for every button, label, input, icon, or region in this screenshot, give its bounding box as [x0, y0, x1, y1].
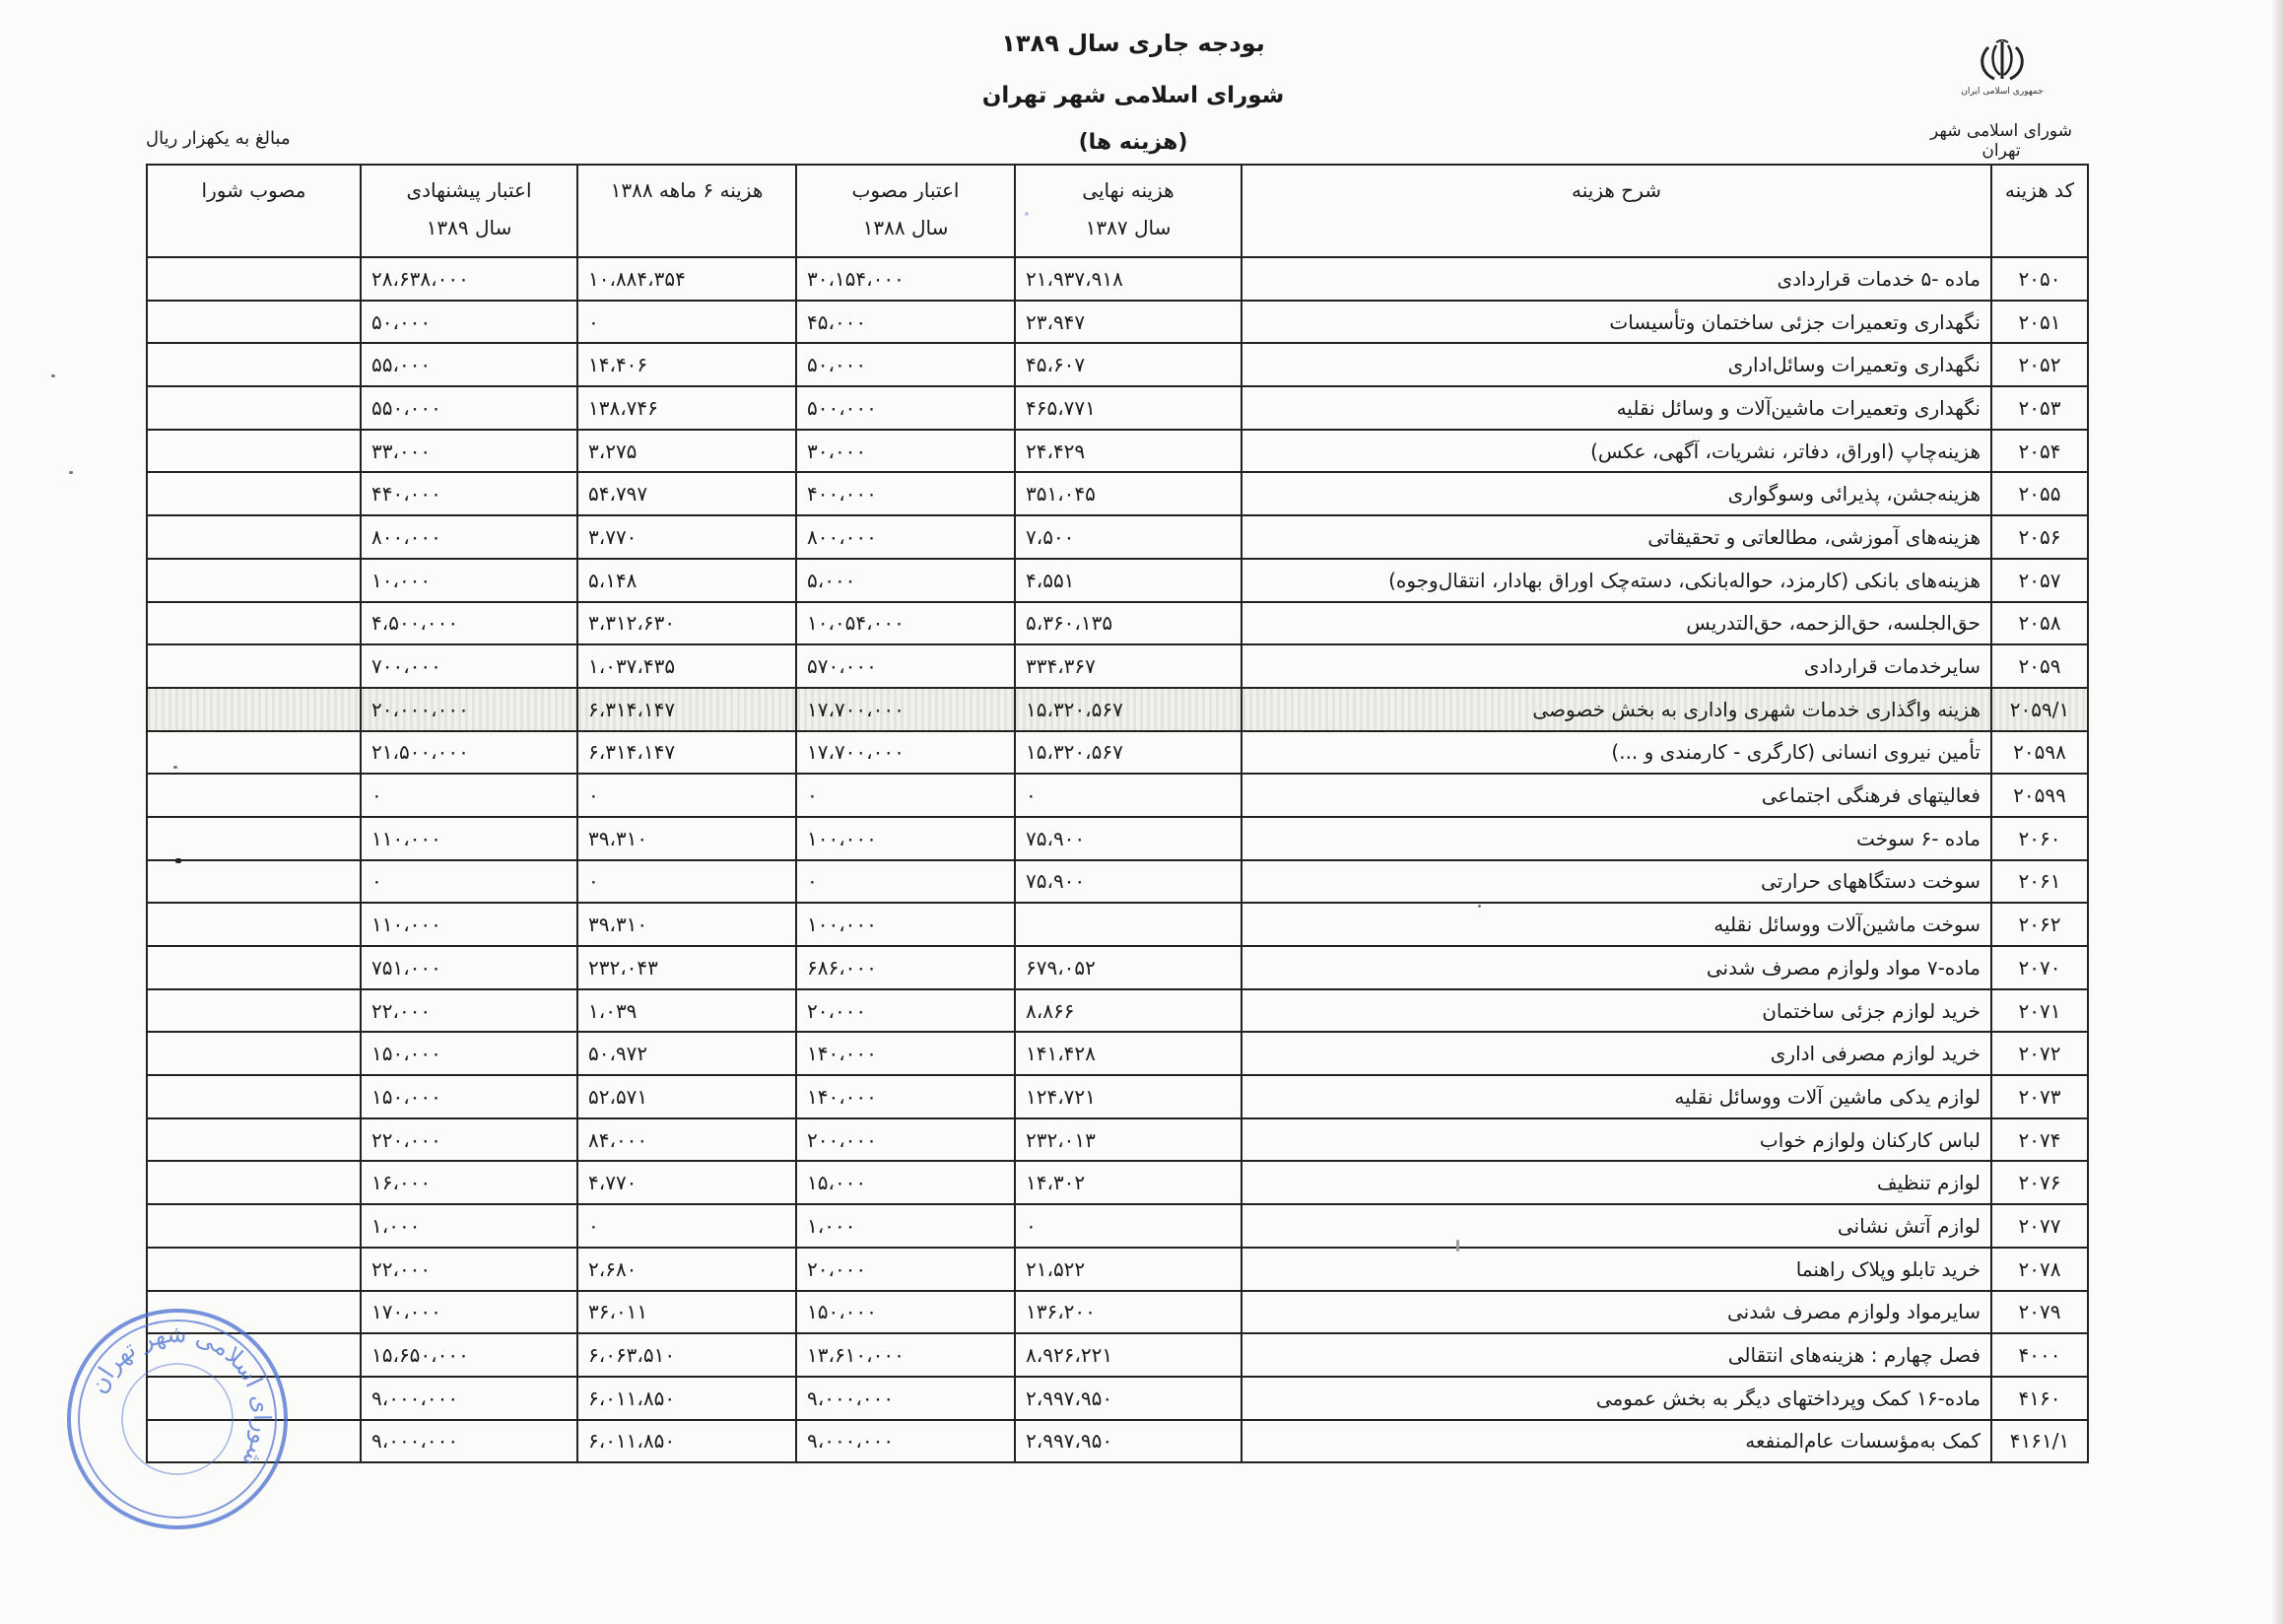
row-six-month-cost: ۳،۲۷۵	[577, 430, 796, 473]
row-council-approved	[147, 602, 361, 645]
row-final-cost: ۵،۳۶۰،۱۳۵	[1015, 602, 1242, 645]
row-council-approved	[147, 1032, 361, 1075]
row-final-cost: ۷،۵۰۰	[1015, 515, 1242, 559]
row-six-month-cost: ۵۴،۷۹۷	[577, 472, 796, 515]
row-council-approved	[147, 257, 361, 301]
row-council-approved	[147, 989, 361, 1033]
row-code: ۲۰۷۸	[1991, 1248, 2088, 1291]
table-row	[147, 946, 2088, 989]
row-description: هزینه‌جشن، پذیرائی وسوگواری	[1242, 472, 1991, 515]
row-code: ۴۰۰۰	[1991, 1333, 2088, 1377]
row-six-month-cost: ۵،۱۴۸	[577, 559, 796, 602]
row-council-approved	[147, 559, 361, 602]
row-description: فصل چهارم : هزینه‌های انتقالی	[1242, 1333, 1991, 1377]
row-final-cost: ۲۳۲،۰۱۳	[1015, 1118, 1242, 1162]
row-approved-credit: ۱،۰۰۰	[796, 1204, 1015, 1248]
table-row	[147, 1420, 2088, 1463]
row-code: ۲۰۵۴	[1991, 430, 2088, 473]
row-description: لوازم تنظیف	[1242, 1161, 1991, 1204]
row-six-month-cost: ۳۹،۳۱۰	[577, 817, 796, 860]
row-six-month-cost: ۳۶،۰۱۱	[577, 1291, 796, 1334]
row-description: تأمین نیروی انسانی (کارگری - کارمندی و ...)	[1242, 731, 1991, 775]
row-final-cost: ۶۷۹،۰۵۲	[1015, 946, 1242, 989]
row-final-cost: ۱۲۴،۷۲۱	[1015, 1075, 1242, 1118]
row-council-approved	[147, 301, 361, 344]
row-final-cost: ۸،۸۶۶	[1015, 989, 1242, 1033]
table-row	[147, 1333, 2088, 1377]
row-description: کمک به‌مؤسسات عام‌المنفعه	[1242, 1420, 1991, 1463]
row-six-month-cost: ۰	[577, 860, 796, 904]
row-approved-credit: ۵۰،۰۰۰	[796, 343, 1015, 386]
table-row	[147, 1204, 2088, 1248]
row-approved-credit: ۴۰۰،۰۰۰	[796, 472, 1015, 515]
row-final-cost: ۱۴۱،۴۲۸	[1015, 1032, 1242, 1075]
row-final-cost: ۴۶۵،۷۷۱	[1015, 386, 1242, 430]
row-council-approved	[147, 1075, 361, 1118]
row-code: ۲۰۵۹/۱	[1991, 688, 2088, 731]
header-description: شرح هزینه	[1242, 165, 1991, 257]
row-description: ماده-۱۶ کمک وپرداختهای دیگر به بخش عمومی	[1242, 1377, 1991, 1420]
table-row	[147, 1032, 2088, 1075]
table-row	[147, 989, 2088, 1033]
row-final-cost: ۴۵،۶۰۷	[1015, 343, 1242, 386]
row-description: نگهداری وتعمیرات وسائل‌اداری	[1242, 343, 1991, 386]
row-final-cost: ۳۳۴،۳۶۷	[1015, 644, 1242, 688]
row-six-month-cost: ۶،۳۱۴،۱۴۷	[577, 731, 796, 775]
row-proposed-credit: ۱،۰۰۰	[361, 1204, 577, 1248]
row-council-approved	[147, 817, 361, 860]
page-edge-shadow	[2271, 0, 2283, 1624]
row-final-cost: ۱۵،۳۲۰،۵۶۷	[1015, 731, 1242, 775]
table-header-row	[147, 165, 2088, 257]
row-approved-credit: ۴۵،۰۰۰	[796, 301, 1015, 344]
row-approved-credit: ۰	[796, 860, 1015, 904]
row-approved-credit: ۱۵۰،۰۰۰	[796, 1291, 1015, 1334]
row-six-month-cost: ۳،۳۱۲،۶۳۰	[577, 602, 796, 645]
header-code: کد هزینه	[1991, 165, 2088, 257]
unit-note: مبالغ به یکهزار ریال	[146, 128, 291, 149]
row-final-cost: ۲۱،۵۲۲	[1015, 1248, 1242, 1291]
table-row	[147, 1377, 2088, 1420]
row-final-cost: ۰	[1015, 1204, 1242, 1248]
table-row	[147, 731, 2088, 775]
row-description: ماده -۵ خدمات قراردادی	[1242, 257, 1991, 301]
row-approved-credit: ۲۰۰،۰۰۰	[796, 1118, 1015, 1162]
row-approved-credit: ۱۴۰،۰۰۰	[796, 1032, 1015, 1075]
row-proposed-credit: ۳۳،۰۰۰	[361, 430, 577, 473]
row-six-month-cost: ۲،۶۸۰	[577, 1248, 796, 1291]
row-description: لوازم آتش نشانی	[1242, 1204, 1991, 1248]
row-description: سوخت ماشین‌آلات ووسائل نقلیه	[1242, 903, 1991, 946]
row-approved-credit: ۱۴۰،۰۰۰	[796, 1075, 1015, 1118]
table-row	[147, 559, 2088, 602]
row-final-cost: ۱۴،۳۰۲	[1015, 1161, 1242, 1204]
row-code: ۲۰۶۰	[1991, 817, 2088, 860]
row-approved-credit: ۱۳،۶۱۰،۰۰۰	[796, 1333, 1015, 1377]
row-council-approved	[147, 774, 361, 817]
row-description: خرید تابلو وپلاک راهنما	[1242, 1248, 1991, 1291]
row-proposed-credit: ۵۵۰،۰۰۰	[361, 386, 577, 430]
row-final-cost: ۱۵،۳۲۰،۵۶۷	[1015, 688, 1242, 731]
row-code: ۲۰۵۹۹	[1991, 774, 2088, 817]
row-six-month-cost: ۰	[577, 1204, 796, 1248]
row-approved-credit: ۵،۰۰۰	[796, 559, 1015, 602]
page-subtitle: شورای اسلامی شهر تهران	[981, 83, 1285, 108]
row-code: ۲۰۷۴	[1991, 1118, 2088, 1162]
row-council-approved	[147, 1161, 361, 1204]
header-final-cost: هزینه نهایی سال ۱۳۸۷	[1015, 165, 1242, 257]
row-six-month-cost: ۶،۰۱۱،۸۵۰	[577, 1377, 796, 1420]
row-code: ۴۱۶۰	[1991, 1377, 2088, 1420]
table-row	[147, 430, 2088, 473]
row-approved-credit: ۵۰۰،۰۰۰	[796, 386, 1015, 430]
row-proposed-credit: ۲۲،۰۰۰	[361, 989, 577, 1033]
row-proposed-credit: ۲۸،۶۳۸،۰۰۰	[361, 257, 577, 301]
row-code: ۲۰۵۲	[1991, 343, 2088, 386]
row-final-cost: ۲،۹۹۷،۹۵۰	[1015, 1420, 1242, 1463]
emblem-logo	[1953, 39, 2051, 97]
header-six-month-cost: هزینه ۶ ماهه ۱۳۸۸	[577, 165, 796, 257]
row-proposed-credit: ۱۵،۶۵۰،۰۰۰	[361, 1333, 577, 1377]
row-six-month-cost: ۱،۰۳۷،۴۳۵	[577, 644, 796, 688]
row-description: هزینه‌چاپ (اوراق، دفاتر، نشریات، آگهی، عکس)	[1242, 430, 1991, 473]
row-description: لوازم یدکی ماشین آلات ووسائل نقلیه	[1242, 1075, 1991, 1118]
row-final-cost: ۸،۹۲۶،۲۲۱	[1015, 1333, 1242, 1377]
row-approved-credit: ۹،۰۰۰،۰۰۰	[796, 1420, 1015, 1463]
row-proposed-credit: ۲۲۰،۰۰۰	[361, 1118, 577, 1162]
row-approved-credit: ۶۸۶،۰۰۰	[796, 946, 1015, 989]
row-approved-credit: ۱۰۰،۰۰۰	[796, 903, 1015, 946]
row-council-approved	[147, 1248, 361, 1291]
row-six-month-cost: ۶،۰۶۳،۵۱۰	[577, 1333, 796, 1377]
row-code: ۲۰۵۹	[1991, 644, 2088, 688]
row-final-cost: ۷۵،۹۰۰	[1015, 860, 1242, 904]
row-code: ۲۰۵۳	[1991, 386, 2088, 430]
table-row	[147, 301, 2088, 344]
row-six-month-cost: ۵۲،۵۷۱	[577, 1075, 796, 1118]
budget-table	[146, 164, 2089, 1463]
row-final-cost: ۳۵۱،۰۴۵	[1015, 472, 1242, 515]
table-row	[147, 257, 2088, 301]
table-row	[147, 1118, 2088, 1162]
row-approved-credit: ۹،۰۰۰،۰۰۰	[796, 1377, 1015, 1420]
row-council-approved	[147, 343, 361, 386]
row-proposed-credit: ۱۱۰،۰۰۰	[361, 903, 577, 946]
row-code: ۲۰۶۱	[1991, 860, 2088, 904]
row-council-approved	[147, 386, 361, 430]
row-description: هزینه واگذاری خدمات شهری واداری به بخش خصوصی	[1242, 688, 1991, 731]
row-code: ۲۰۷۶	[1991, 1161, 2088, 1204]
row-proposed-credit: ۱۷۰،۰۰۰	[361, 1291, 577, 1334]
row-six-month-cost: ۶،۰۱۱،۸۵۰	[577, 1420, 796, 1463]
header-council-approved: مصوب شورا	[147, 165, 361, 257]
row-six-month-cost: ۰	[577, 301, 796, 344]
row-description: حق‌الجلسه، حق‌الزحمه، حق‌التدریس	[1242, 602, 1991, 645]
council-stamp	[61, 1303, 294, 1535]
row-proposed-credit: ۱۱۰،۰۰۰	[361, 817, 577, 860]
row-approved-credit: ۰	[796, 774, 1015, 817]
page-title: بودجه جاری سال ۱۳۸۹	[1001, 30, 1265, 57]
row-six-month-cost: ۰	[577, 774, 796, 817]
row-approved-credit: ۵۷۰،۰۰۰	[796, 644, 1015, 688]
table-row	[147, 515, 2088, 559]
row-final-cost: ۲،۹۹۷،۹۵۰	[1015, 1377, 1242, 1420]
row-code: ۲۰۷۷	[1991, 1204, 2088, 1248]
row-six-month-cost: ۶،۳۱۴،۱۴۷	[577, 688, 796, 731]
row-description: خرید لوازم مصرفی اداری	[1242, 1032, 1991, 1075]
row-code: ۲۰۵۰	[1991, 257, 2088, 301]
row-approved-credit: ۳۰،۰۰۰	[796, 430, 1015, 473]
row-final-cost: ۴،۵۵۱	[1015, 559, 1242, 602]
table-row	[147, 903, 2088, 946]
row-final-cost: ۲۱،۹۳۷،۹۱۸	[1015, 257, 1242, 301]
row-council-approved	[147, 472, 361, 515]
row-six-month-cost: ۵۰،۹۷۲	[577, 1032, 796, 1075]
row-approved-credit: ۱۷،۷۰۰،۰۰۰	[796, 688, 1015, 731]
row-proposed-credit: ۲۱،۵۰۰،۰۰۰	[361, 731, 577, 775]
row-council-approved	[147, 731, 361, 775]
svg-text:شورای اسلامی شهر تهران: شورای اسلامی شهر تهران	[84, 1320, 277, 1472]
row-six-month-cost: ۱۴،۴۰۶	[577, 343, 796, 386]
row-proposed-credit: ۹،۰۰۰،۰۰۰	[361, 1377, 577, 1420]
table-row	[147, 817, 2088, 860]
row-proposed-credit: ۵۰،۰۰۰	[361, 301, 577, 344]
table-row	[147, 774, 2088, 817]
emblem-icon	[1975, 39, 2030, 85]
row-final-cost: ۱۳۶،۲۰۰	[1015, 1291, 1242, 1334]
row-description: نگهداری وتعمیرات جزئی ساختمان وتأسیسات	[1242, 301, 1991, 344]
row-six-month-cost: ۴،۷۷۰	[577, 1161, 796, 1204]
row-six-month-cost: ۱۳۸،۷۴۶	[577, 386, 796, 430]
row-code: ۲۰۶۲	[1991, 903, 2088, 946]
row-final-cost	[1015, 903, 1242, 946]
row-code: ۲۰۷۰	[1991, 946, 2088, 989]
row-six-month-cost: ۲۳۲،۰۴۳	[577, 946, 796, 989]
row-six-month-cost: ۸۴،۰۰۰	[577, 1118, 796, 1162]
row-final-cost: ۲۴،۴۲۹	[1015, 430, 1242, 473]
row-council-approved	[147, 688, 361, 731]
row-proposed-credit: ۷۵۱،۰۰۰	[361, 946, 577, 989]
row-final-cost: ۷۵،۹۰۰	[1015, 817, 1242, 860]
row-code: ۲۰۷۹	[1991, 1291, 2088, 1334]
row-proposed-credit: ۰	[361, 860, 577, 904]
row-code: ۴۱۶۱/۱	[1991, 1420, 2088, 1463]
table-row	[147, 343, 2088, 386]
row-code: ۲۰۵۸	[1991, 602, 2088, 645]
row-description: لباس کارکنان ولوازم خواب	[1242, 1118, 1991, 1162]
row-council-approved	[147, 515, 361, 559]
row-code: ۲۰۷۳	[1991, 1075, 2088, 1118]
row-council-approved	[147, 1118, 361, 1162]
row-six-month-cost: ۳،۷۷۰	[577, 515, 796, 559]
row-proposed-credit: ۴۴۰،۰۰۰	[361, 472, 577, 515]
row-approved-credit: ۱۷،۷۰۰،۰۰۰	[796, 731, 1015, 775]
row-code: ۲۰۵۵	[1991, 472, 2088, 515]
table-row	[147, 644, 2088, 688]
row-description: سوخت دستگاههای حرارتی	[1242, 860, 1991, 904]
table-row	[147, 1248, 2088, 1291]
table-row	[147, 472, 2088, 515]
row-council-approved	[147, 903, 361, 946]
row-proposed-credit: ۲۲،۰۰۰	[361, 1248, 577, 1291]
row-proposed-credit: ۹،۰۰۰،۰۰۰	[361, 1420, 577, 1463]
row-proposed-credit: ۱۶،۰۰۰	[361, 1161, 577, 1204]
row-approved-credit: ۱۰۰،۰۰۰	[796, 817, 1015, 860]
row-code: ۲۰۵۱	[1991, 301, 2088, 344]
row-approved-credit: ۱۰،۰۵۴،۰۰۰	[796, 602, 1015, 645]
row-description: نگهداری وتعمیرات ماشین‌آلات و وسائل نقلیه	[1242, 386, 1991, 430]
row-approved-credit: ۳۰،۱۵۴،۰۰۰	[796, 257, 1015, 301]
row-final-cost: ۰	[1015, 774, 1242, 817]
table-row	[147, 688, 2088, 731]
row-proposed-credit: ۵۵،۰۰۰	[361, 343, 577, 386]
row-proposed-credit: ۱۵۰،۰۰۰	[361, 1075, 577, 1118]
row-description: سایرخدمات قراردادی	[1242, 644, 1991, 688]
row-six-month-cost: ۱،۰۳۹	[577, 989, 796, 1033]
row-proposed-credit: ۲۰،۰۰۰،۰۰۰	[361, 688, 577, 731]
row-proposed-credit: ۱۵۰،۰۰۰	[361, 1032, 577, 1075]
row-approved-credit: ۸۰۰،۰۰۰	[796, 515, 1015, 559]
table-row	[147, 1291, 2088, 1334]
table-row	[147, 1161, 2088, 1204]
row-description: سایرمواد ولوازم مصرف شدنی	[1242, 1291, 1991, 1334]
row-proposed-credit: ۰	[361, 774, 577, 817]
row-description: ماده-۷ مواد ولوازم مصرف شدنی	[1242, 946, 1991, 989]
section-label: (هزینه ها)	[1078, 130, 1188, 155]
header-proposed-credit: اعتبار پیشنهادی سال ۱۳۸۹	[361, 165, 577, 257]
row-description: خرید لوازم جزئی ساختمان	[1242, 989, 1991, 1033]
row-proposed-credit: ۷۰۰،۰۰۰	[361, 644, 577, 688]
stamp-seal-icon	[61, 1303, 294, 1535]
row-proposed-credit: ۱۰،۰۰۰	[361, 559, 577, 602]
row-code: ۲۰۵۷	[1991, 559, 2088, 602]
row-council-approved	[147, 860, 361, 904]
row-description: هزینه‌های بانکی (کارمزد، حواله‌بانکی، دسته‌چک اوراق بهادار، انتقال‌وجوه)	[1242, 559, 1991, 602]
row-council-approved	[147, 946, 361, 989]
row-description: هزینه‌های آموزشی، مطالعاتی و تحقیقاتی	[1242, 515, 1991, 559]
table-row	[147, 860, 2088, 904]
row-proposed-credit: ۸۰۰،۰۰۰	[361, 515, 577, 559]
table-row	[147, 1075, 2088, 1118]
row-approved-credit: ۱۵،۰۰۰	[796, 1161, 1015, 1204]
row-code: ۲۰۷۱	[1991, 989, 2088, 1033]
table-row	[147, 602, 2088, 645]
org-name: شورای اسلامی شهر تهران	[1930, 121, 2072, 161]
row-council-approved	[147, 644, 361, 688]
row-council-approved	[147, 1204, 361, 1248]
row-code: ۲۰۷۲	[1991, 1032, 2088, 1075]
emblem-caption: جمهوری اسلامی ایران	[1961, 87, 2044, 97]
table-row	[147, 386, 2088, 430]
header-approved-credit: اعتبار مصوب سال ۱۳۸۸	[796, 165, 1015, 257]
row-proposed-credit: ۴،۵۰۰،۰۰۰	[361, 602, 577, 645]
row-approved-credit: ۲۰،۰۰۰	[796, 1248, 1015, 1291]
row-six-month-cost: ۱۰،۸۸۴،۳۵۴	[577, 257, 796, 301]
row-final-cost: ۲۳،۹۴۷	[1015, 301, 1242, 344]
row-approved-credit: ۲۰،۰۰۰	[796, 989, 1015, 1033]
row-code: ۲۰۵۶	[1991, 515, 2088, 559]
row-code: ۲۰۵۹۸	[1991, 731, 2088, 775]
row-description: فعالیتهای فرهنگی اجتماعی	[1242, 774, 1991, 817]
row-council-approved	[147, 430, 361, 473]
row-six-month-cost: ۳۹،۳۱۰	[577, 903, 796, 946]
row-description: ماده -۶ سوخت	[1242, 817, 1991, 860]
